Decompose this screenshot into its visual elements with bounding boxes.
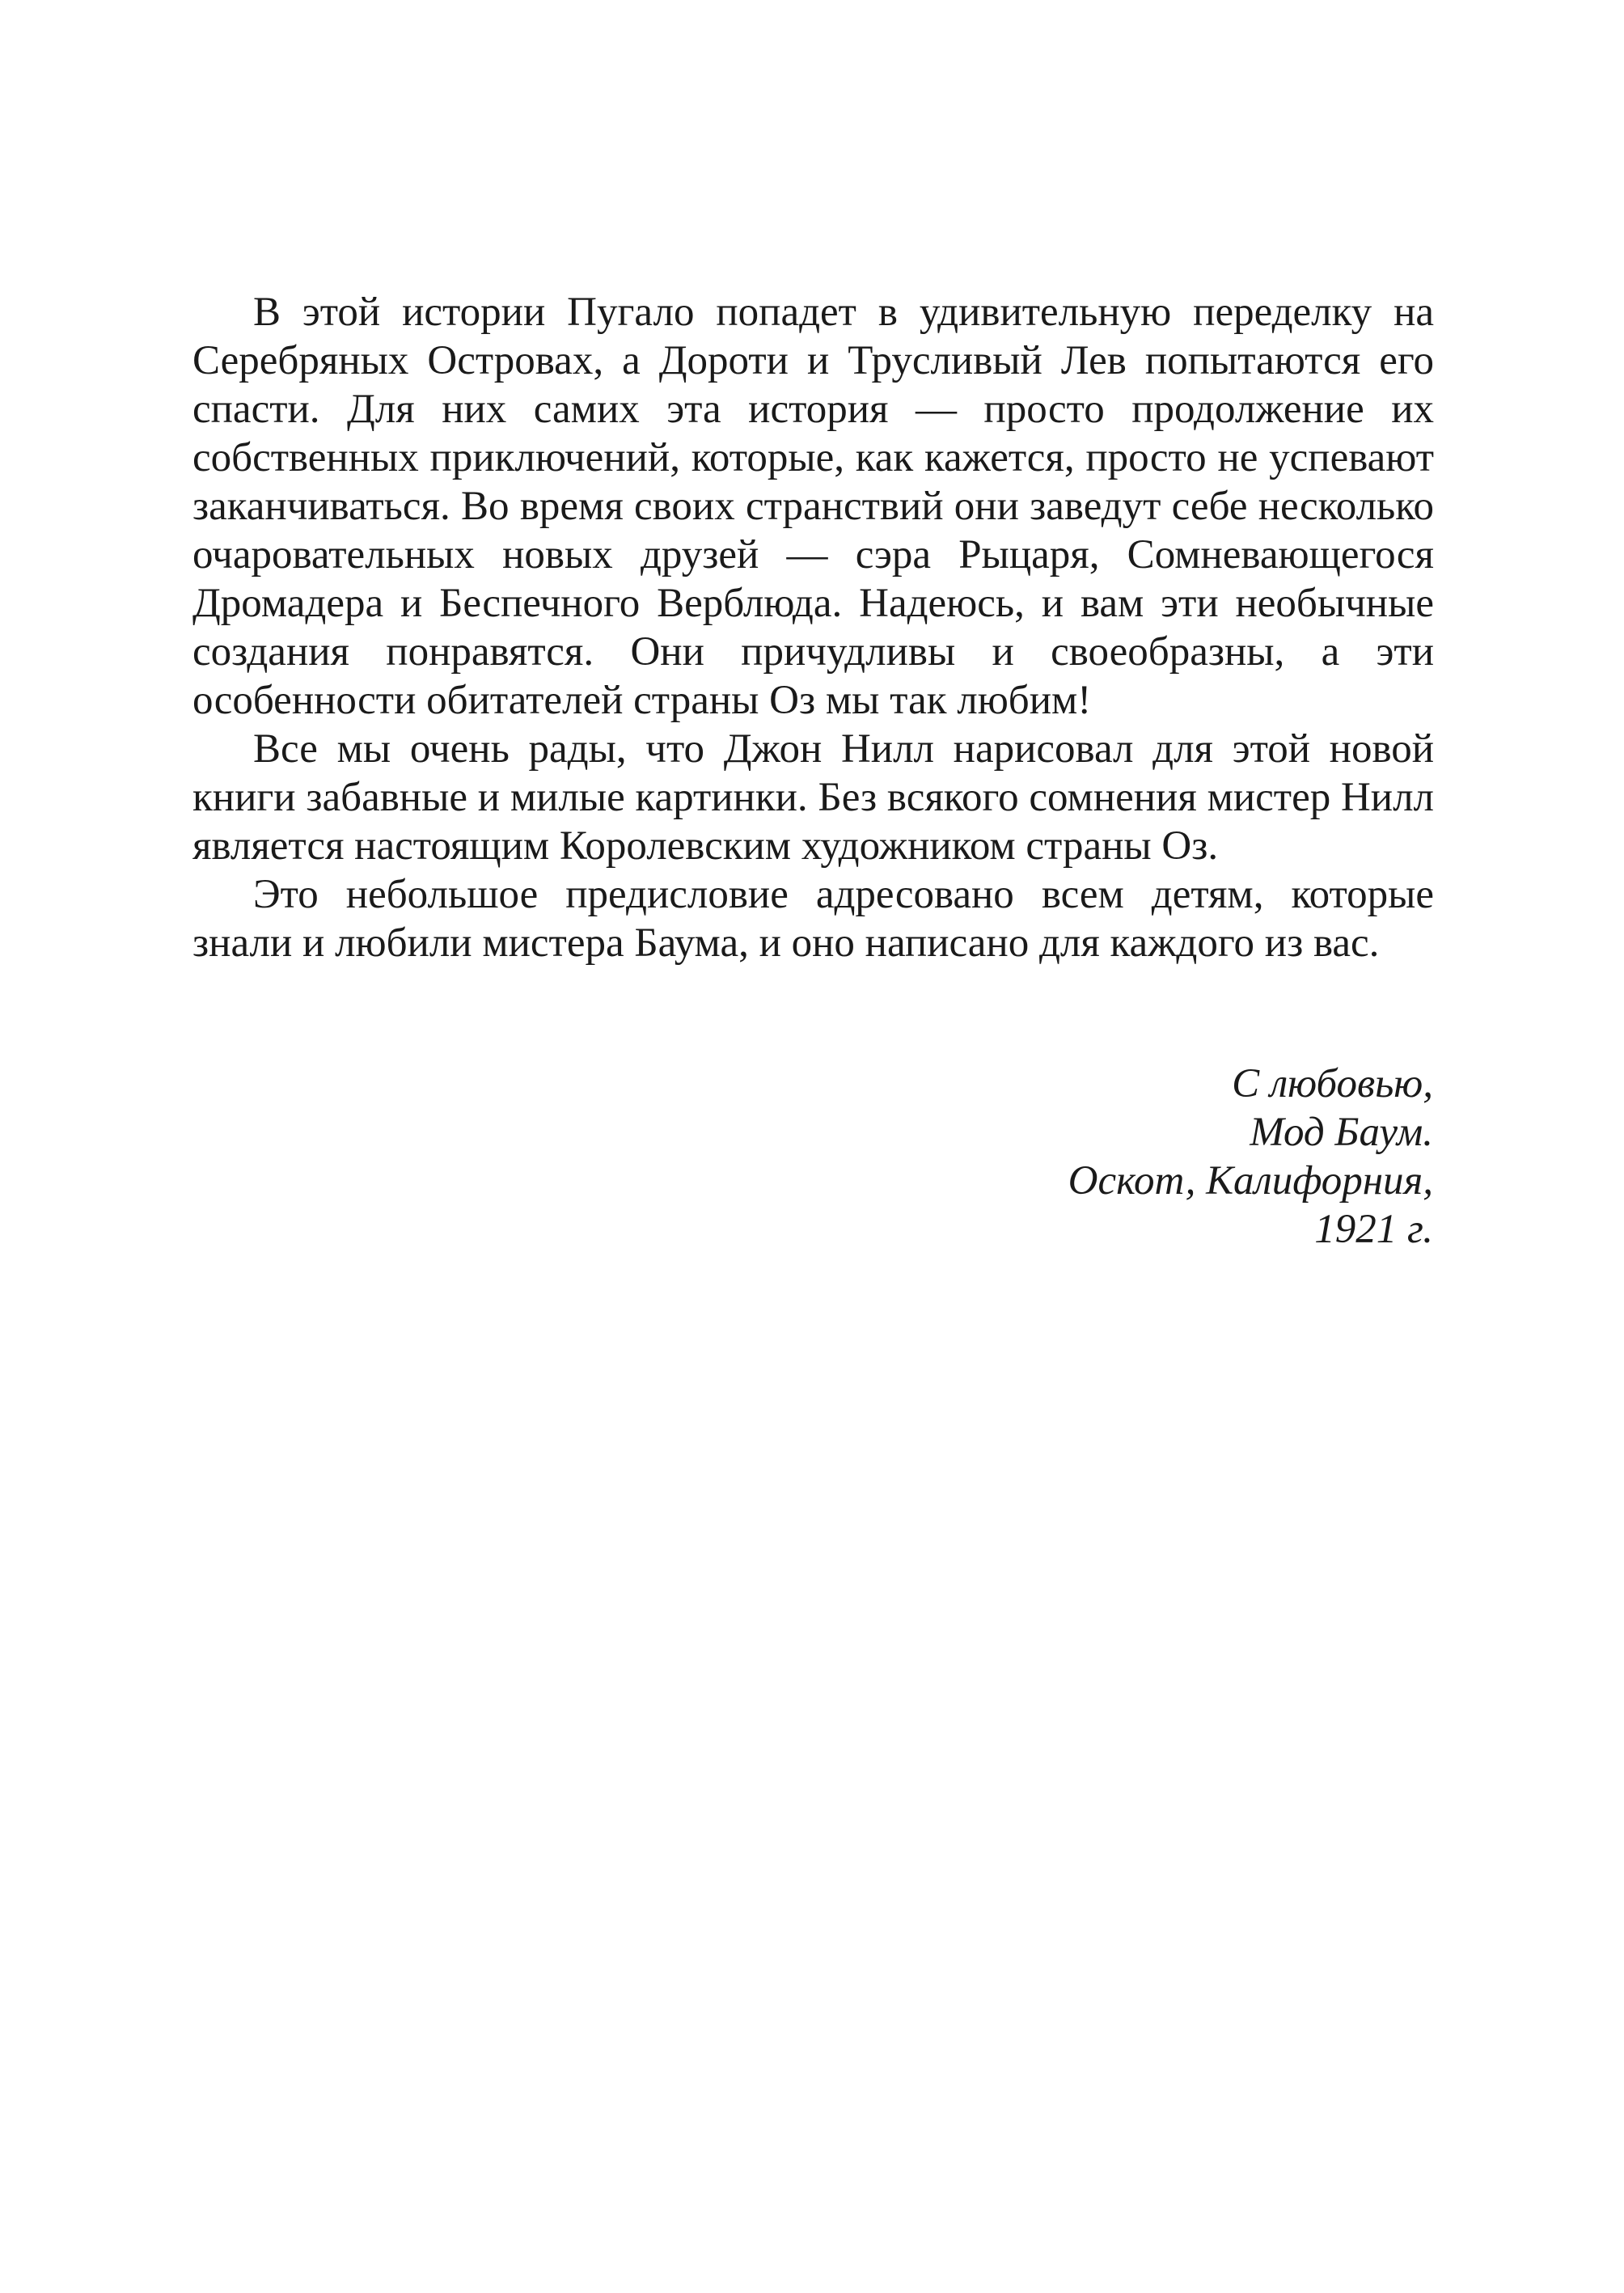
foreword-body — [192, 288, 1434, 967]
signature-closing: С любовью, — [1232, 1061, 1433, 1106]
signature-date: 1921 г. — [1314, 1207, 1433, 1252]
paragraph-1: В этой истории Пугало попадет в удивительную переделку на Серебряных Островах, а Дороти и Трусливый Лев попытаются его спасти. Для них самих эта история — просто продолжение их собственных приключений, которые, как кажется, просто не успевают заканчиваться. Во время своих странствий они заведут себе несколько очаровательных новых друзей — сэра Рыцаря, Сомневающегося Дромадера и Беспечного Верблюда. Надеюсь, и вам эти необычные создания понравятся. Они причудливы и своеобразны, а эти особенности обитателей страны Оз мы так любим! — [192, 290, 1434, 723]
signature-author: Мод Баум. — [1250, 1110, 1433, 1155]
signature-block — [1068, 1060, 1433, 1254]
signature-place: Оскот, Калифорния, — [1068, 1158, 1433, 1204]
paragraph-2: Все мы очень рады, что Джон Нилл нарисовал для этой новой книги забавные и милые картинки. Без всякого сомнения мистер Нилл является настоящим Королевским художником страны Оз. — [192, 726, 1434, 869]
paragraph-3: Это небольшое предисловие адресовано всем детям, которые знали и любили мистера Баума, и оно написано для каждого из вас. — [192, 872, 1434, 966]
